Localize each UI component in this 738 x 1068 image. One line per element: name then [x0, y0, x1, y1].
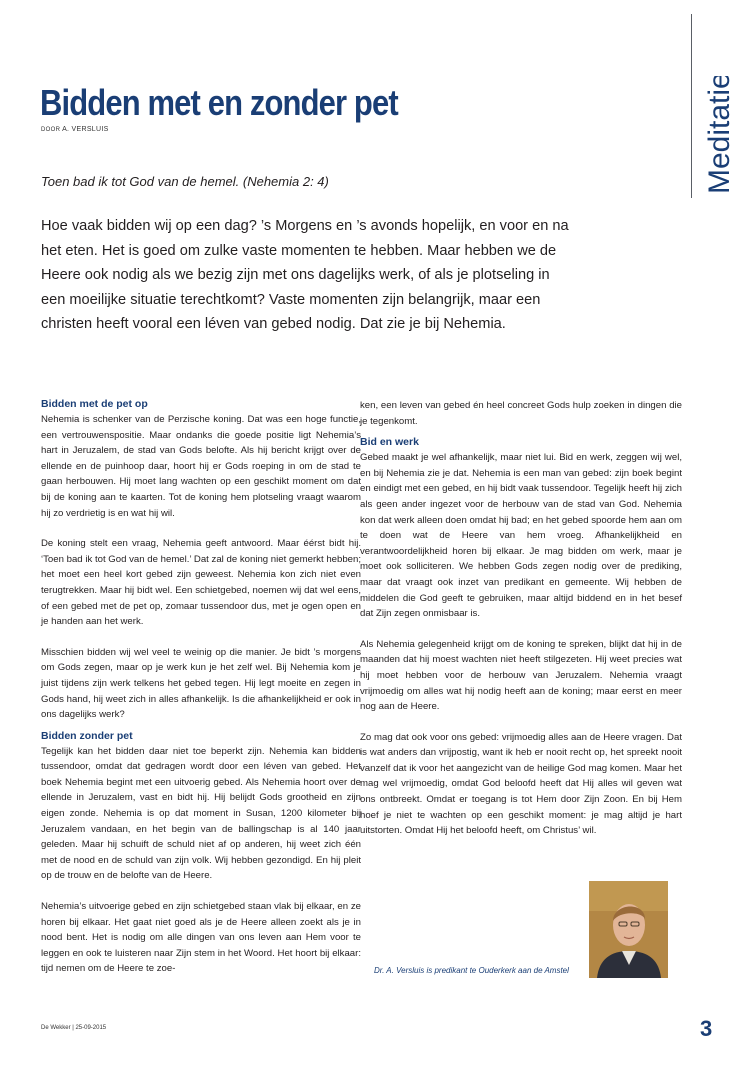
heading-bidden-zonder-pet: Bidden zonder pet — [41, 729, 133, 742]
byline — [41, 126, 109, 133]
heading-bidden-met-de-pet-op: Bidden met de pet op — [41, 398, 148, 410]
intro-paragraph: Hoe vaak bidden wij op een dag? ’s Morgens en ’s avonds hopelijk, en voor en na het eten. Het is goed om zulke vaste momenten te hebben. Maar hebben we de Heere ook nodig als we bezig zijn met ons dagelijks werk, of als je plotseling in een moeilijke situatie terechtkomt? Vaste momenten zijn belangrijk, maar een christen heeft vooral een léven van gebed nodig. Dat zie je bij Nehemia. — [41, 218, 569, 333]
paragraph: Nehemia’s uitvoerige gebed en zijn schietgebed staan vlak bij elkaar, en ze horen bij elkaar. Het gaat niet goed als je de Heere alleen zoekt als je in nood bent. Het is nodig om alle dingen van ons leven aan Hem voor te leggen en ook te luisteren naar Zijn stem in het Woord. Het hoort bij elkaar: tijd nemen om de Heere te zoe- — [41, 901, 361, 975]
paragraph: ken, een leven van gebed én heel concreet Gods hulp zoeken in dingen die je tegenkomt. — [360, 400, 682, 427]
byline-author: A. VERSLUIS — [62, 126, 109, 133]
section-label: Meditatie — [703, 76, 736, 194]
paragraph: Als Nehemia gelegenheid krijgt om de koning te spreken, blijkt dat hij in de maanden dat hij moest wachten niet heeft stilgezeten. Hij weet precies wat hij moet hebben voor de herbouw van Jeruzalem. Nehemia vraagt vrijmoedig om alles wat hij nodig heeft aan de koning; maar eerst en meer nog aan de Heere. — [360, 638, 682, 713]
article-title: Bidden met en zonder pet — [40, 82, 398, 123]
heading-bid-en-werk: Bid en werk — [360, 436, 419, 449]
left-column — [41, 397, 361, 992]
page-number: 3 — [700, 1016, 713, 1041]
section-label-container — [696, 76, 736, 196]
right-column — [360, 398, 682, 854]
author-caption: Dr. A. Versluis is predikant te Ouderkerk aan de Amstel — [374, 966, 569, 975]
paragraph: Zo mag dat ook voor ons gebed: vrijmoedig alles aan de Heere vragen. Dat is wat anders dan vrijpostig, want ik heb er nooit recht op, het spreekt nooit vanzelf dat ik voor het aangezicht van de heilige God mag komen. Maar het mag wel vrijmoedig, omdat God beloofd heeft dat Hij alles wil geven wat ons ontbreekt. Omdat er toegang is tot Hem door Zijn Zoon. En bij Hem hoef je niet te wachten op een geschikt moment: je mag altijd je hart uitstorten. Omdat Hij het beloofd heeft, om Christus’ wil. — [360, 731, 682, 837]
paragraph: Misschien bidden wij wel veel te weinig op die manier. Je bidt ’s morgens om Gods zegen, maar op je werk kun je het zelf wel. Bij Nehemia kom je juist tijdens zijn werk telkens het gebed tegen. Hij legt moeite en zegen in Gods hand, hij weet zich in alles afhankelijk. Is die afhankelijkheid er ook in ons dagelijks werk? — [41, 646, 361, 721]
author-photo — [589, 881, 668, 978]
paragraph: De koning stelt een vraag, Nehemia geeft antwoord. Maar éérst bidt hij. ‘Toen bad ik tot God van de hemel.’ Dat zal de koning niet gemerkt hebben; het moet een heel kort gebed zijn geweest. Nehemia kon zich niet even terugtrekken. Maar hij bidt wel. Een schietgebed, noemen wij dat wel eens, of een gebed met de pet op, zomaar tussendoor dus, met je ogen open en je handen aan het werk. — [41, 538, 361, 628]
paragraph: Tegelijk kan het bidden daar niet toe beperkt zijn. Nehemia kan bidden tussendoor, omdat dat gedragen wordt door een léven van gebed. Het boek Nehemia begint met een uitvoerig gebed. Als Nehemia hoort over de ellende in Jeruzalem, vast en bidt hij. Hij belijdt Gods grootheid en zijn eigen zonde. Nehemia is op dat moment in Susan, 1200 kilometer bij Jeruzalem vandaan, en het begin van de ballingschap is al 140 jaar geleden. Maar hij schuift de schuld niet af op anderen, hij weet zich één met de nood en de schuld van zijn volk. Wij hebben gezondigd. En hij pleit op de trouw en de belofte van de Heere. — [41, 745, 361, 882]
section-label-svg — [696, 76, 736, 196]
bible-quote: Toen bad ik tot God van de hemel. (Nehemia 2: 4) — [41, 174, 329, 189]
paragraph: Gebed maakt je wel afhankelijk, maar niet lui. Bid en werk, zeggen wij wel, en bij Nehemia zie je dat. Nehemia is een man van gebed: zijn boek begint en eindigt met een gebed, en hij bidt vaak tussendoor. Tegelijk heeft hij zich als geen ander ingezet voor de herbouw van de stad van God. Nehemia kon dat werk alleen doen omdat hij bad; en het gebed spoorde hem aan om te doen wat de Heere van hem vroeg. Afhankelijkheid en verantwoordelijkheid horen bij elkaar. Je mag bidden om werk, maar je moet ook solliciteren. We hebben Gods zegen nodig over de prediking, maar dat vraagt ook inzet van predikant en gemeente. Wij hebben de middelen die God geeft te gebruiken, maar altijd biddend en in het besef dat Zijn zegen onmisbaar is. — [360, 452, 682, 620]
paragraph: Nehemia is schenker van de Perzische koning. Dat was een hoge functie, een vertrouwenspositie. Maar ondanks die goede positie ligt Nehemia’s hart in Jeruzalem, de stad van Gods belofte. Als hij bericht krijgt over de ellende en de puinhoop daar, hoort hij er Gods roeping in om de stad te gaan herbouwen. Hij moet lang wachten op een geschikt moment om dat bij de koning aan te kaarten. Tot de koning hem plotseling vraagt waarom hij zo verdrietig is en wat hij wil. — [41, 414, 361, 519]
header-rule — [691, 14, 692, 198]
byline-prefix: DOOR — [41, 127, 61, 133]
footer-text: De Wekker | 25-09-2015 — [41, 1025, 107, 1031]
author-portrait-svg — [589, 881, 668, 978]
